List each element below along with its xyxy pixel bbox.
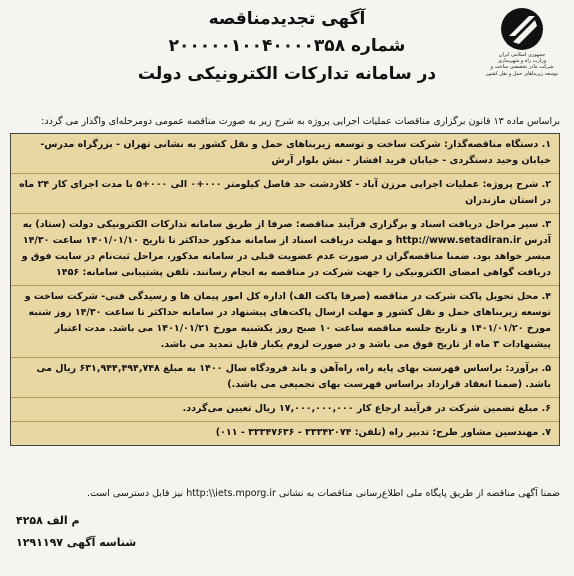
notice-items-box <box>10 133 560 446</box>
logo-emblem-icon <box>499 6 545 52</box>
organization-logo <box>478 6 566 98</box>
logo-line-3: شرکت مادر تخصصی ساخت و <box>490 64 554 71</box>
item-envelope-delivery: ۴. محل تحویل پاکت شرکت در مناقصه (صرفا پاکت الف) اداره کل امور پیمان ها و رسیدگی فنی- شرکت ساخت و توسعه زیربناهای حمل و نقل کشور و مهلت ارسال پاکت‌های پیشنهاد در سامانه حداکثر تا ساعت ۱۴/۳۰ روز شنبه مورخ ۱۴۰۱/۰۱/۲۰ و تاریخ جلسه مناقصه ساعت ۱۰ صبح روز یکشنبه مورخ ۱۴۰۱/۰۱/۲۱ می باشد. مدت اعتبار پیشنهادات ۳ ماه از تاریخ فوق می باشد و در صورت لزوم یکبار قابل تمدید می باشد. <box>11 286 559 358</box>
footer-note: ضمنا آگهی مناقصه از طریق پایگاه ملی اطلاع‌رسانی مناقصات به نشانی http:\\iets.mporg.ir نیز قابل دسترسی است. <box>86 488 560 499</box>
notice-id: شناسه آگهی ۱۲۹۱۱۹۷ <box>16 536 137 549</box>
logo-line-4: توسعه زیربناهای حمل و نقل کشور <box>486 70 558 77</box>
notice-title: آگهی تجدیدمناقصه <box>208 9 366 29</box>
notice-number: شماره ۲۰۰۰۰۰۱۰۰۴۰۰۰۰۳۵۸ <box>168 36 406 56</box>
notice-header <box>110 6 464 88</box>
logo-line-1: جمهوری اسلامی ایران <box>498 52 546 58</box>
item-consultant: ۷. مهندسین مشاور طرح: تدبیر راه (تلفن: ۳۳۳۴۲۰۷۴ - ۳۳۳۴۷۶۳۶ - ۰۱۱) <box>215 427 551 438</box>
item-tender-organizer: ۱. دستگاه مناقصه‌گذار: شرکت ساخت و توسعه زیربناهای حمل و نقل کشور به نشانی تهران - بزرگراه مدرس- خیابان وحید دستگردی - خیابان فرید افشار - نبش بلوار آرش <box>11 134 559 174</box>
item-guarantee: ۶. مبلغ تضمین شرکت در فرآیند ارجاع کار ۱۷,۰۰۰,۰۰۰,۰۰۰ ریال تعیین می‌گردد. <box>11 398 559 422</box>
intro-paragraph: براساس ماده ۱۳ قانون برگزاری مناقصات عملیات اجرایی پروژه به شرح زیر به صورت مناقصه عمومی دومرحله‌ای واگذار می گردد: <box>41 116 560 127</box>
reference-code: م الف ۴۲۵۸ <box>16 514 80 527</box>
logo-line-2: وزارت راه و شهرسازی <box>497 58 547 65</box>
item-document-process: ۳. سیر مراحل دریافت اسناد و برگزاری فرآیند مناقصه: صرفا از طریق سامانه تدارکات الکترونیکی دولت (ستاد) به آدرس http://www.setadiran.ir و مهلت دریافت اسناد از سامانه مذکور حداکثر تا تاریخ ۱۴۰۱/۰۱/۱۰ ساعت ۱۴/۳۰ میسر خواهد بود. ضمنا مناقصه‌گران در صورت عدم عضویت قبلی در سامانه مذکور، مراحل ثبت‌نام در سایت فوق و دریافت گواهی امضای الکترونیکی را جهت شرکت در مناقصه به انجام رسانند. تلفن پشتیبانی سامانه: ۱۴۵۶ <box>11 214 559 286</box>
item-estimate: ۵. برآورد: براساس فهرست بهای پایه راه، راه‌آهن و باند فرودگاه سال ۱۴۰۰ به مبلغ ۶۳۱,۹۴۴,۴۹۴,۷۴۸ ریال می باشد. (ضمنا انعقاد قرارداد براساس فهرست بهای تجمیعی می باشد.) <box>11 358 559 398</box>
item-project-description: ۲. شرح پروژه: عملیات اجرایی مرزن آباد - کلاردشت حد فاصل کیلومتر ۰۰۰+۰ الی ۰۰۰+۵ با مدت اجرای کار ۲۴ ماه در استان مازندران <box>11 174 559 214</box>
notice-subtitle: در سامانه تدارکات الکترونیکی دولت <box>137 64 437 84</box>
